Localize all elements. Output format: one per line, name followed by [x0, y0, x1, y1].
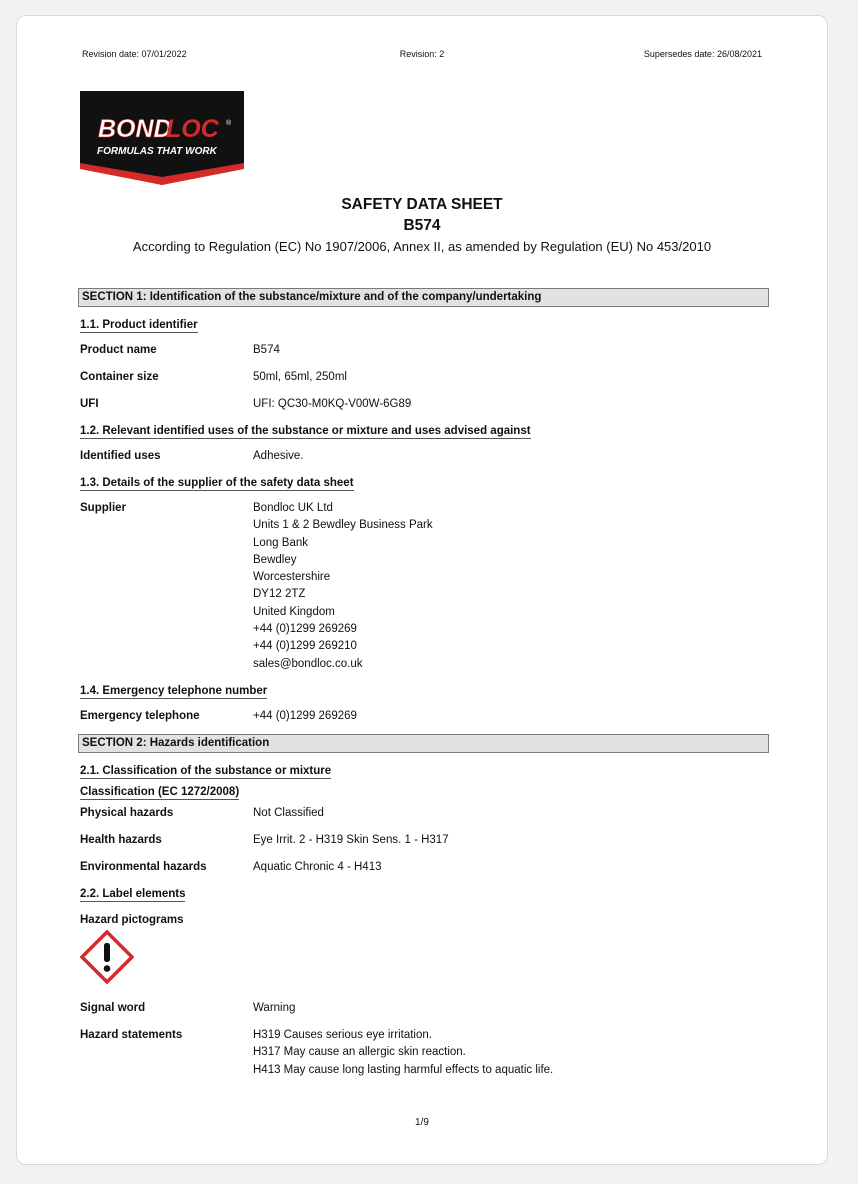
- section-1-heading: SECTION 1: Identification of the substance/mixture and of the company/undertaking: [78, 288, 769, 307]
- identified-uses-label: Identified uses: [80, 450, 161, 462]
- revision-date: Revision date: 07/01/2022: [82, 49, 187, 59]
- address-line: United Kingdom: [253, 605, 335, 618]
- address-line: DY12 2TZ: [253, 588, 306, 601]
- health-hazards-value: Eye Irrit. 2 - H319 Skin Sens. 1 - H317: [253, 834, 449, 846]
- section-2-heading: SECTION 2: Hazards identification: [78, 734, 769, 753]
- hazard-statements-label: Hazard statements: [80, 1029, 183, 1041]
- product-name-value: B574: [253, 344, 280, 356]
- supplier-label: Supplier: [80, 502, 127, 514]
- address-phone: +44 (0)1299 269269: [253, 623, 357, 636]
- address-line: Units 1 & 2 Bewdley Business Park: [253, 519, 433, 532]
- hazard-statement: H317 May cause an allergic skin reaction.: [253, 1046, 466, 1059]
- logo-registered: ®: [226, 120, 232, 127]
- container-size-label: Container size: [80, 371, 159, 383]
- supersedes-date: Supersedes date: 26/08/2021: [643, 49, 762, 59]
- address-line: Bewdley: [253, 553, 297, 566]
- emergency-telephone-label: Emergency telephone: [80, 710, 200, 722]
- logo-tagline: FORMULAS THAT WORK: [97, 146, 217, 157]
- classification-heading: Classification (EC 1272/2008): [80, 786, 240, 798]
- document-page: [16, 15, 828, 1165]
- regulation-reference: According to Regulation (EC) No 1907/2006, Annex II, as amended by Regulation (EU) No 453/2010: [132, 239, 712, 254]
- hazard-statements-list: [253, 1027, 553, 1079]
- logo-brand-right: LOC: [166, 115, 219, 143]
- product-code-title: B574: [403, 217, 441, 234]
- container-size-value: 50ml, 65ml, 250ml: [253, 371, 347, 383]
- logo-brand-left: BOND: [98, 115, 172, 143]
- physical-hazards-value: Not Classified: [253, 807, 324, 819]
- document-title: SAFETY DATA SHEET: [341, 196, 503, 213]
- address-line: Long Bank: [253, 536, 308, 549]
- hazard-pictograms-label: Hazard pictograms: [80, 914, 184, 926]
- identified-uses-value: Adhesive.: [253, 450, 304, 462]
- signal-word-label: Signal word: [80, 1002, 146, 1014]
- address-email: sales@bondloc.co.uk: [253, 657, 363, 670]
- subsection-1-2-heading: 1.2. Relevant identified uses of the substance or mixture and uses advised against: [80, 425, 531, 437]
- exclamation-mark-hazard-icon: [80, 930, 134, 984]
- environmental-hazards-label: Environmental hazards: [80, 861, 207, 873]
- signal-word-value: Warning: [253, 1002, 296, 1014]
- environmental-hazards-value: Aquatic Chronic 4 - H413: [253, 861, 382, 873]
- subsection-2-2-heading: 2.2. Label elements: [80, 888, 186, 900]
- subsection-1-4-heading: 1.4. Emergency telephone number: [80, 685, 268, 697]
- revision-number: Revision: 2: [399, 49, 445, 59]
- product-name-label: Product name: [80, 344, 157, 356]
- hazard-statement: H319 Causes serious eye irritation.: [253, 1029, 432, 1041]
- health-hazards-label: Health hazards: [80, 834, 162, 846]
- bondloc-logo: [80, 91, 244, 185]
- page-number: 1/9: [415, 1117, 429, 1128]
- address-line: Bondloc UK Ltd: [253, 502, 333, 514]
- subsection-2-1-heading: 2.1. Classification of the substance or mixture: [80, 765, 332, 777]
- subsection-1-3-heading: 1.3. Details of the supplier of the safety data sheet: [80, 477, 354, 489]
- address-fax: +44 (0)1299 269210: [253, 640, 357, 653]
- supplier-address: [253, 500, 433, 673]
- ufi-value: UFI: QC30-M0KQ-V00W-6G89: [253, 398, 412, 410]
- ufi-label: UFI: [80, 398, 99, 410]
- subsection-1-1-heading: 1.1. Product identifier: [80, 319, 198, 331]
- emergency-telephone-value: +44 (0)1299 269269: [253, 710, 357, 722]
- physical-hazards-label: Physical hazards: [80, 807, 174, 819]
- hazard-statement: H413 May cause long lasting harmful effects to aquatic life.: [253, 1063, 554, 1076]
- address-line: Worcestershire: [253, 571, 331, 584]
